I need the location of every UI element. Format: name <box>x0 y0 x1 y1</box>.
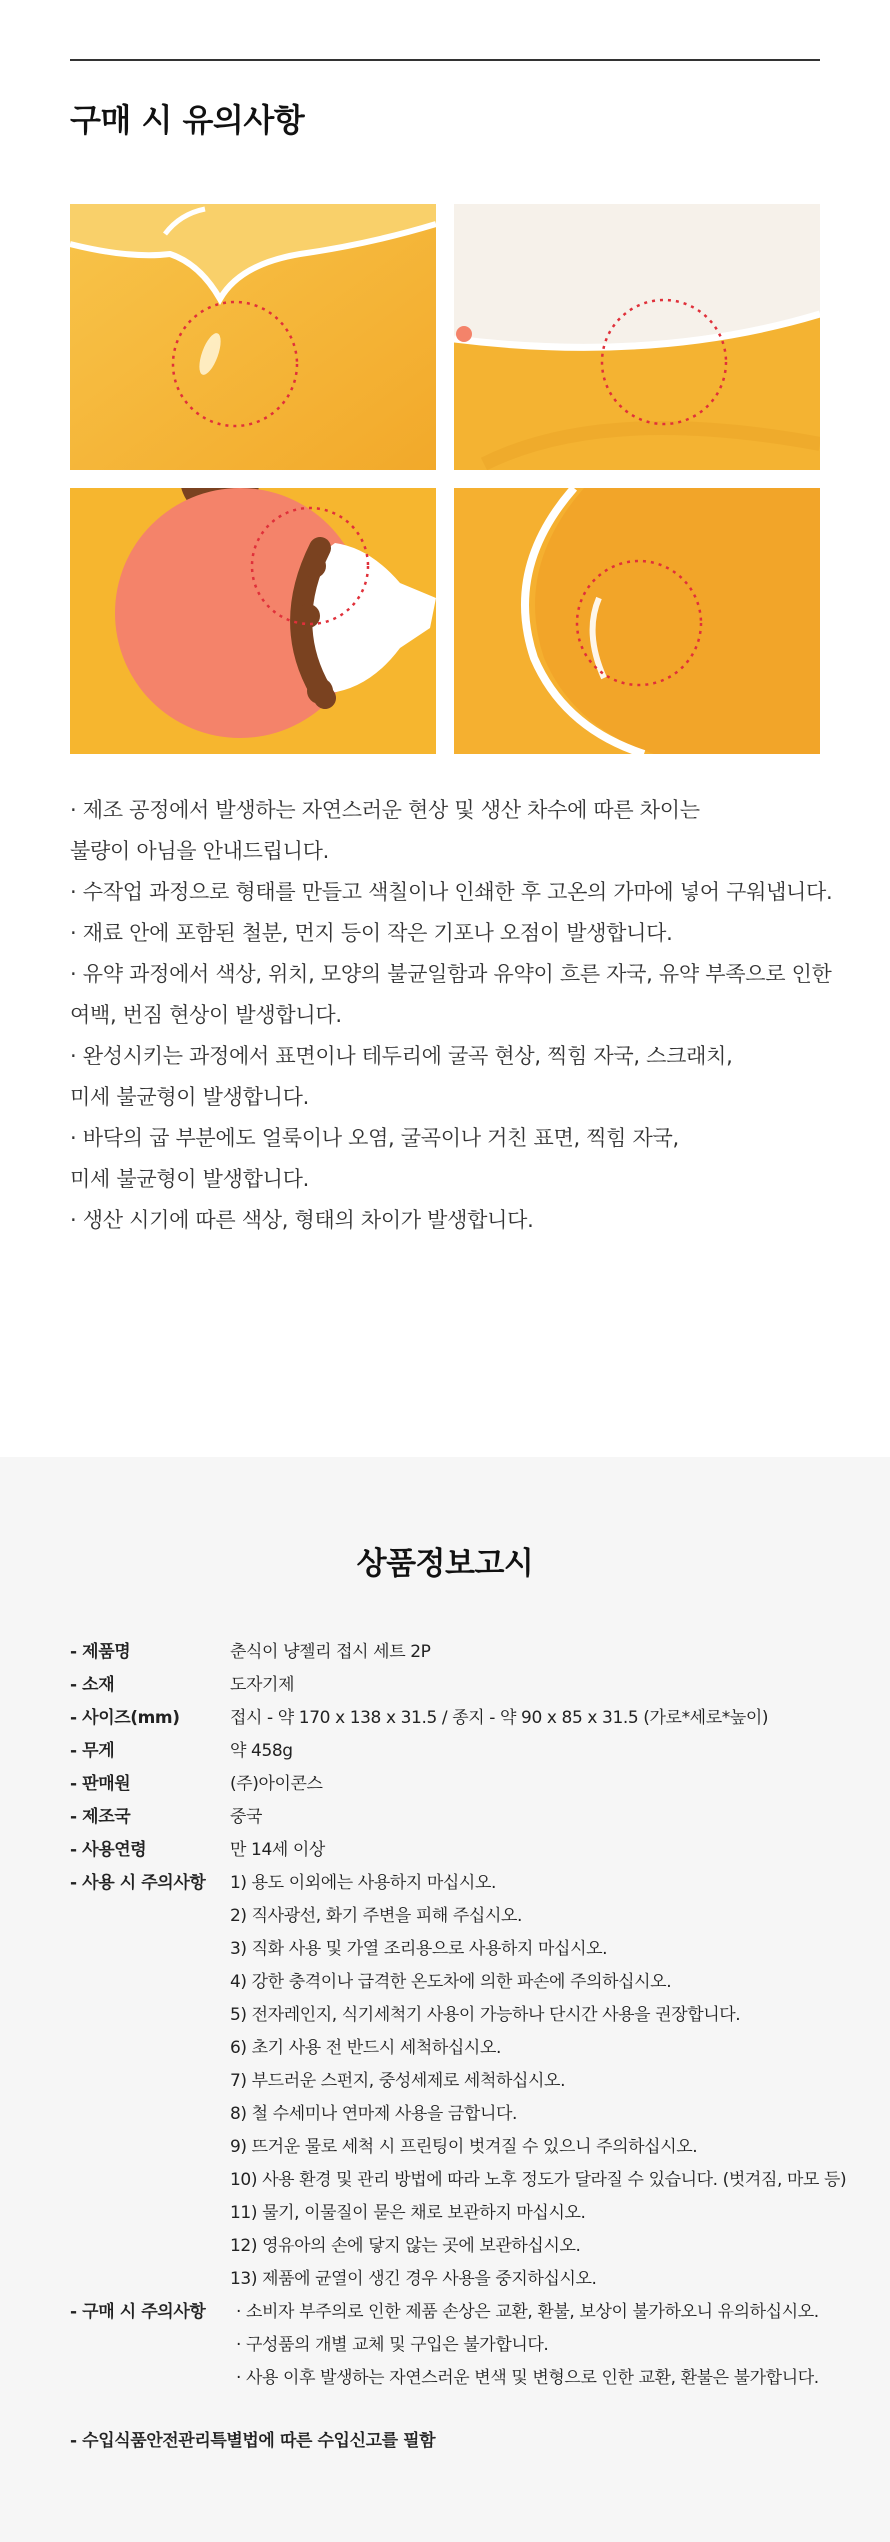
top-divider <box>70 59 820 61</box>
caution-notes <box>70 790 833 1241</box>
defect-photo-print <box>70 488 436 754</box>
spec-key: - 제조국 <box>70 1807 131 1827</box>
spec-value: 중국 <box>230 1807 263 1827</box>
usage-item: 7) 부드러운 스펀지, 중성세제로 세척하십시오. <box>230 2071 566 2091</box>
spec-row-purchase <box>70 2296 840 2395</box>
spec-row-material <box>70 1669 840 1702</box>
caution-note: 미세 불균형이 발생합니다. <box>70 1167 309 1191</box>
spec-value: (주)아이콘스 <box>230 1774 323 1794</box>
usage-item: 9) 뜨거운 물로 세척 시 프린팅이 벗겨질 수 있으니 주의하십시오. <box>230 2137 698 2157</box>
product-info-title: 상품정보고시 <box>356 1546 534 1582</box>
usage-item: 3) 직화 사용 및 가열 조리용으로 사용하지 마십시오. <box>230 1939 608 1959</box>
usage-item: 11) 물기, 이물질이 묻은 채로 보관하지 마십시오. <box>230 2203 586 2223</box>
caution-note: 여백, 번짐 현상이 발생합니다. <box>70 1003 342 1027</box>
defect-photo-bowl-inside <box>454 204 820 470</box>
caution-note: 불량이 아님을 안내드립니다. <box>70 839 329 863</box>
purchase-item: · 소비자 부주의로 인한 제품 손상은 교환, 환불, 보상이 불가하오니 유의하십시오. <box>236 2302 819 2322</box>
usage-item: 12) 영유아의 손에 닿지 않는 곳에 보관하십시오. <box>230 2236 581 2256</box>
usage-list <box>230 1867 846 2296</box>
spec-key: - 소재 <box>70 1675 115 1695</box>
caution-note: · 완성시키는 과정에서 표면이나 테두리에 굴곡 현상, 찍힘 자국, 스크래치, <box>70 1044 733 1068</box>
usage-item: 5) 전자레인지, 식기세척기 사용이 가능하나 단시간 사용을 권장합니다. <box>230 2005 741 2025</box>
usage-item: 4) 강한 충격이나 급격한 온도차에 의한 파손에 주의하십시오. <box>230 1972 672 1992</box>
spec-value: 춘식이 냥젤리 접시 세트 2P <box>230 1642 431 1662</box>
caution-note: · 제조 공정에서 발생하는 자연스러운 현상 및 생산 차수에 따른 차이는 <box>70 798 700 822</box>
usage-item: 13) 제품에 균열이 생긴 경우 사용을 중지하십시오. <box>230 2269 597 2289</box>
caution-note: · 바닥의 굽 부분에도 얼룩이나 오염, 굴곡이나 거친 표면, 찍힘 자국, <box>70 1126 679 1150</box>
spec-value: 접시 - 약 170 x 138 x 31.5 / 종지 - 약 90 x 85 x 31.5 (가로*세로*높이) <box>230 1708 769 1728</box>
purchase-list <box>230 2296 840 2395</box>
spec-row-age <box>70 1834 840 1867</box>
import-notice: - 수입식품안전관리특별법에 따른 수입신고를 필함 <box>70 2431 436 2451</box>
usage-item: 6) 초기 사용 전 반드시 세척하십시오. <box>230 2038 501 2058</box>
spec-row-origin <box>70 1801 840 1834</box>
usage-item: 8) 철 수세미나 연마제 사용을 금합니다. <box>230 2104 518 2124</box>
spec-value: 만 14세 이상 <box>230 1840 325 1860</box>
spec-key: - 사용 시 주의사항 <box>70 1873 206 1893</box>
caution-note: 미세 불균형이 발생합니다. <box>70 1085 309 1109</box>
spec-key: - 사용연령 <box>70 1840 147 1860</box>
defect-photo-rim-spout <box>70 204 436 470</box>
caution-note: · 생산 시기에 따른 색상, 형태의 차이가 발생합니다. <box>70 1208 534 1232</box>
spec-key: - 무게 <box>70 1741 115 1761</box>
spec-key: - 제품명 <box>70 1642 131 1662</box>
caution-note: · 수작업 과정으로 형태를 만들고 색칠이나 인쇄한 후 고온의 가마에 넣어 구워냅니다. <box>70 880 833 904</box>
spec-row-name <box>70 1636 840 1669</box>
spec-key: - 판매원 <box>70 1774 131 1794</box>
spec-key: - 구매 시 주의사항 <box>70 2302 206 2322</box>
caution-note: · 재료 안에 포함된 철분, 먼지 등이 작은 기포나 오점이 발생합니다. <box>70 921 673 945</box>
spec-row-size <box>70 1702 840 1735</box>
usage-item: 2) 직사광선, 화기 주변을 피해 주십시오. <box>230 1906 523 1926</box>
purchase-item: · 사용 이후 발생하는 자연스러운 변색 및 변형으로 인한 교환, 환불은 불가합니다. <box>236 2368 819 2388</box>
usage-item: 1) 용도 이외에는 사용하지 마십시오. <box>230 1873 496 1893</box>
caution-note: · 유약 과정에서 색상, 위치, 모양의 불균일함과 유약이 흐른 자국, 유약 부족으로 인한 <box>70 962 832 986</box>
usage-item: 10) 사용 환경 및 관리 방법에 따라 노후 정도가 달라질 수 있습니다. (벗겨짐, 마모 등) <box>230 2170 847 2190</box>
spec-value: 도자기제 <box>230 1675 295 1695</box>
spec-key: - 사이즈(mm) <box>70 1708 180 1728</box>
defect-photo-rim-curve <box>454 488 820 754</box>
purchase-item: · 구성품의 개별 교체 및 구입은 불가합니다. <box>236 2335 549 2355</box>
caution-title: 구매 시 유의사항 <box>70 101 305 139</box>
product-info-table <box>70 1636 847 2395</box>
spec-row-usage <box>70 1867 847 2296</box>
spec-value: 약 458g <box>230 1741 293 1761</box>
spec-row-seller <box>70 1768 840 1801</box>
spec-row-weight <box>70 1735 840 1768</box>
